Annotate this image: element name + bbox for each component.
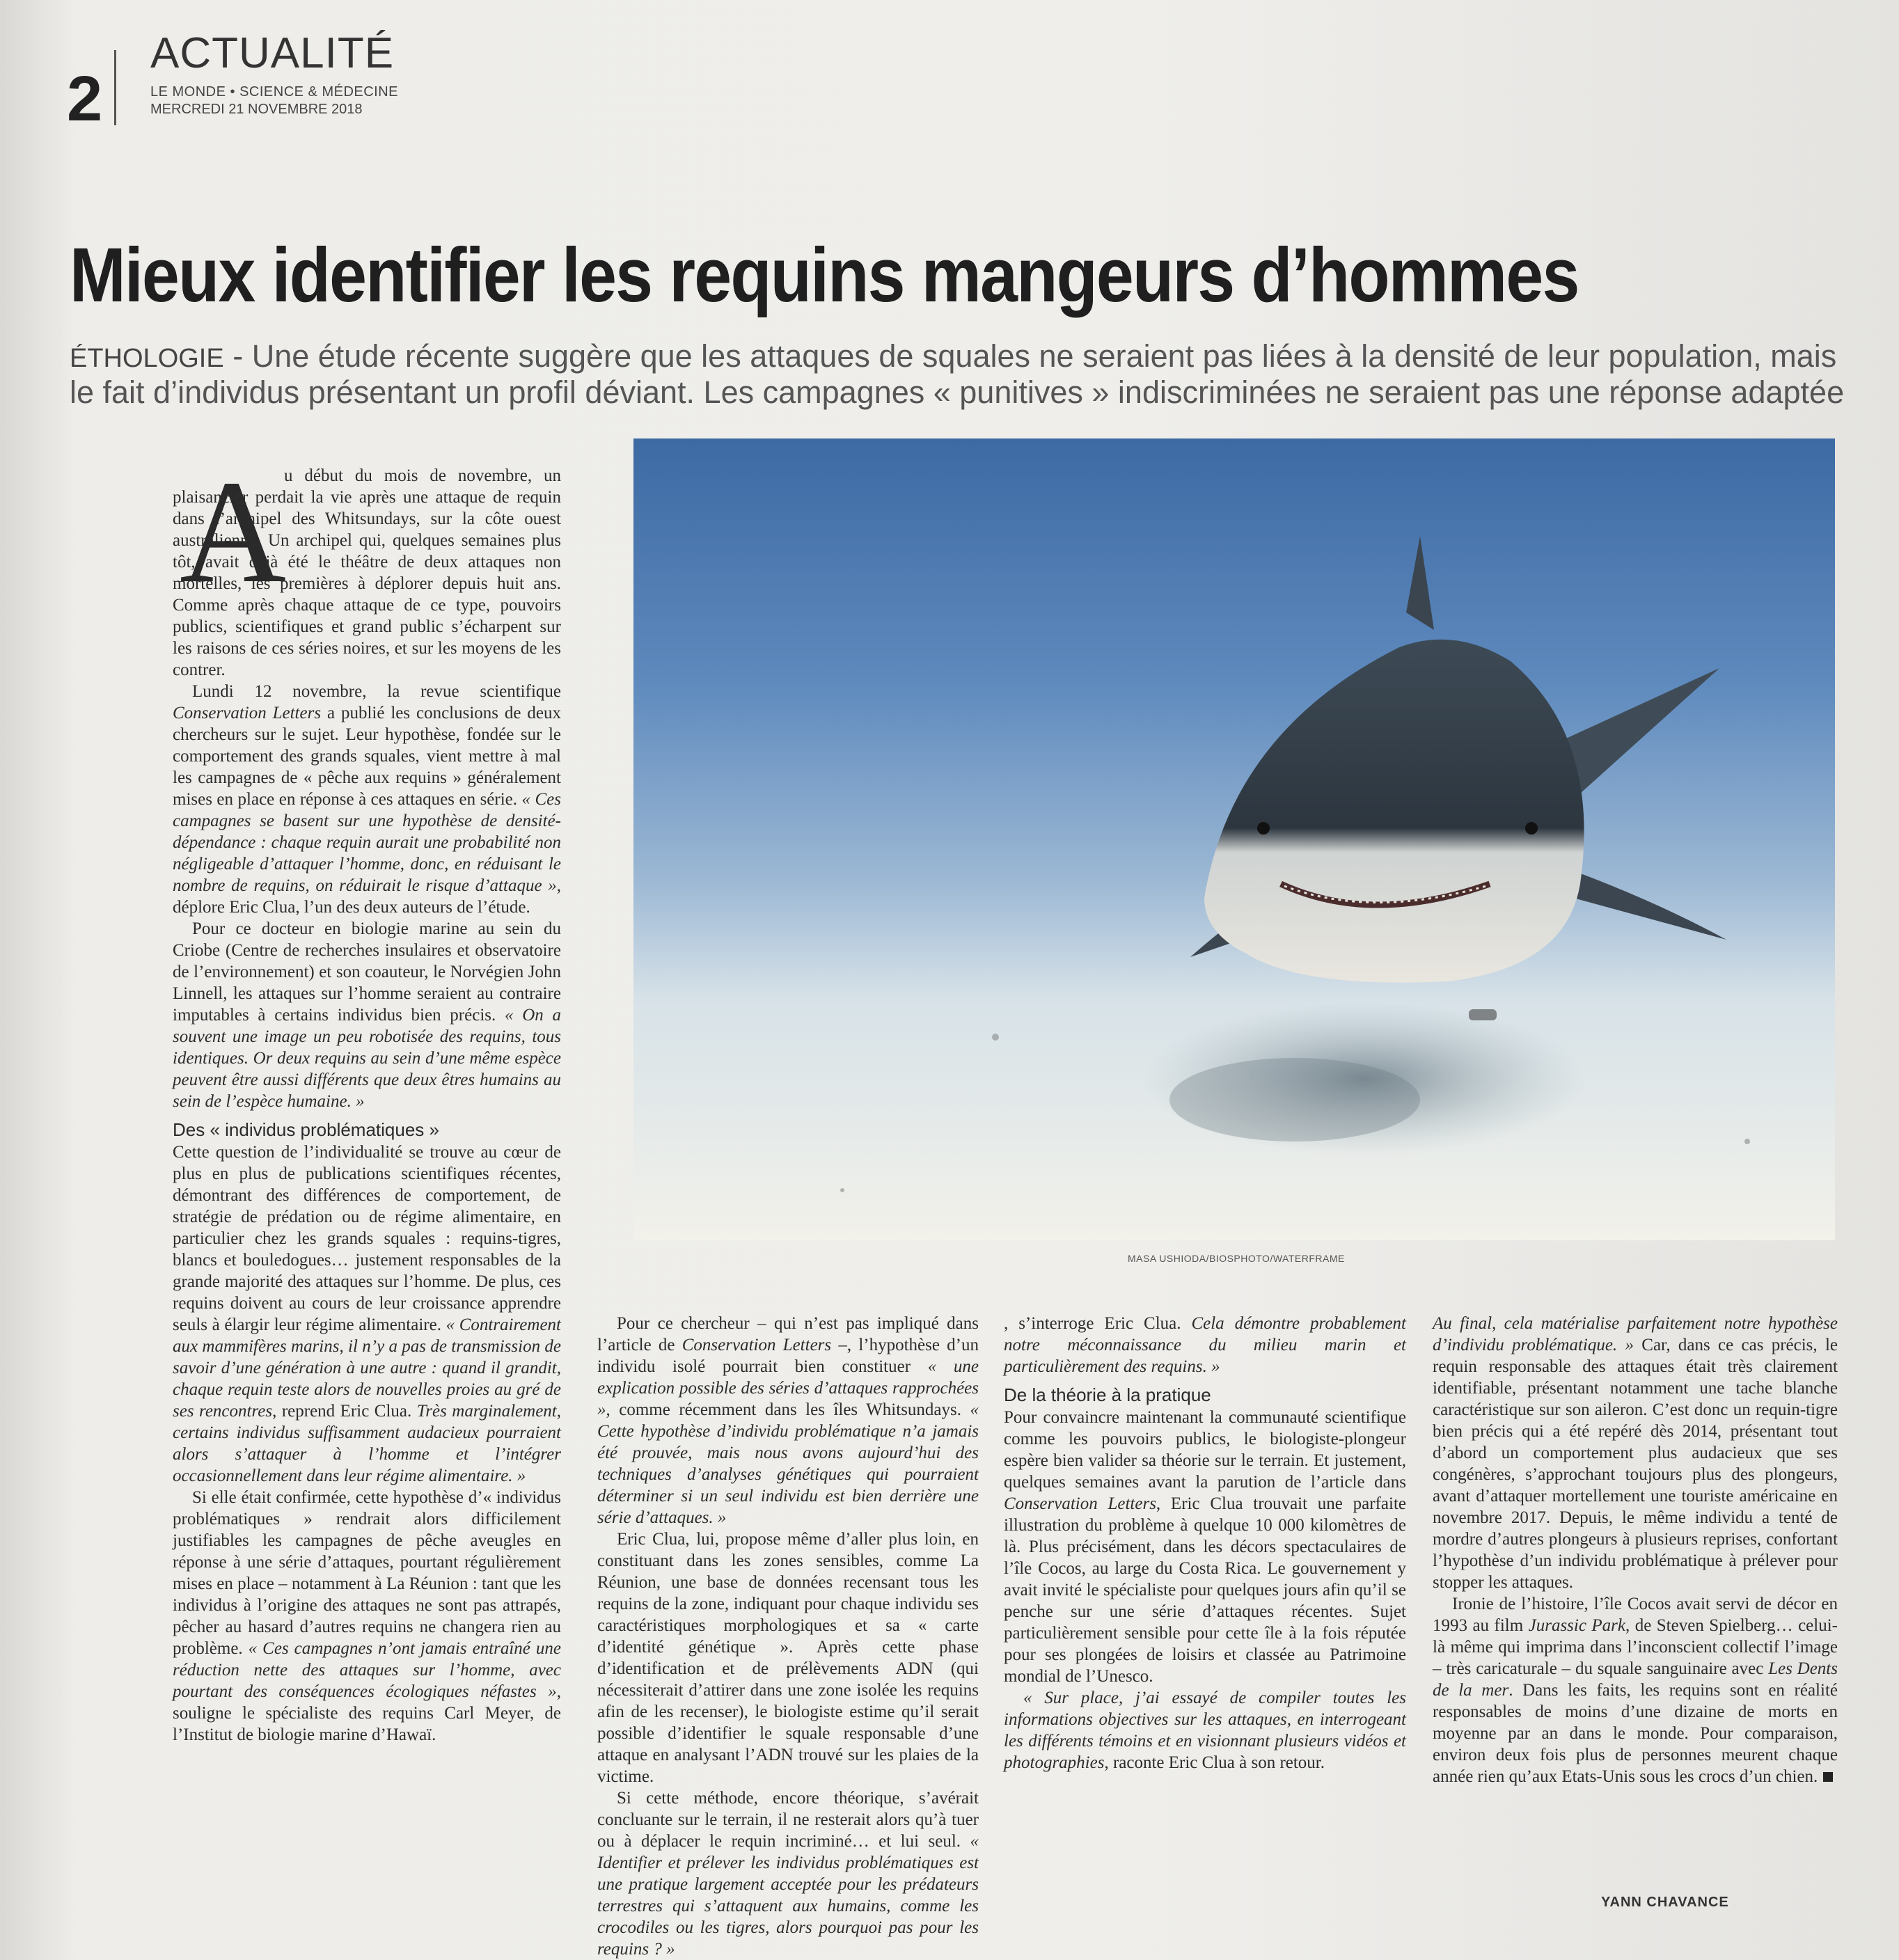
paragraph-2: Lundi 12 novembre, la revue scientifique Conservation Letters a publié les conclusions de deux chercheurs sur le sujet. Leur hypothèse, fondée sur le comportement des grands squales, vient mettre à mal les campagnes de « pêche aux requins » généralement mises en place en réponse à ces attaques en série. « Ces campagnes se basent sur une hypothèse de densité-dépendance : chaque requin aurait une probabilité non négligeable d’attaquer l’homme, donc, en réduisant le nombre de requins, on réduirait le risque d’attaque », déplore Eric Clua, l’un des deux auteurs de l’étude.: [173, 682, 561, 917]
end-mark: [1823, 1772, 1833, 1782]
paragraph-3: Pour ce docteur en biologie marine au sein du Criobe (Centre de recherches insulaires et observatoire de l’environnement) et son coauteur, le Norvégien John Linnell, les attaques sur l’homme seraient au contraire imputables à certains individus bien précis. « On a souvent une image un peu robotisée des requins, tous identiques. Or deux requins au sein d’une même espèce peuvent être aussi différents que deux êtres humains au sein de l’espèce humaine. »: [173, 919, 561, 1111]
subheading-1: Des « individus problématiques »: [173, 1119, 439, 1140]
paragraph-11: Ironie de l’histoire, l’île Cocos avait servi de décor en 1993 au film Jurassic Park, de Steven Spielberg… celui-là même qui imprima dans l’inconscient collectif l’image – très caricaturale – du squale sanguinaire avec Les Dents de la mer. Dans les faits, les requins sont en réalité responsables de moins d’une dizaine de morts en moyenne par an dans le monde. Pour comparaison, environ deux fois plus de personnes meurent chaque année rien qu’aux Etats-Unis sous les crocs d’un chien.: [1433, 1595, 1838, 1786]
paragraph-4: Cette question de l’individualité se trouve au cœur de plus en plus de publications scientifiques récentes, démontrant des différences de comportement, de stratégie de prédation ou de régime alimentaire, en particulier chez les grands squales : requins-tigres, blancs et bouledogues… justement responsables de la grande majorité des attaques sur l’homme. De plus, ces requins doivent au cours de leur croissance apprendre seuls à élargir leur régime alimentaire. « Contrairement aux mammifères marins, il n’y a pas de transmission de savoir d’une génération à une autre : quand il grandit, chaque requin teste alors de nouvelles proies au gré de ses rencontres, reprend Eric Clua. Très marginalement, certains individus suffisamment audacieux pourraient alors s’attaquer à l’homme et l’intégrer occasionnellement dans leur régime alimentaire. »: [173, 1143, 561, 1485]
article-column-3: [1004, 1313, 1406, 1773]
article-title: Mieux identifier les requins mangeurs d’hommes: [70, 232, 1579, 318]
article-column-4: [1433, 1313, 1838, 1787]
paragraph-9: Pour convaincre maintenant la communauté scientifique comme les pouvoirs publics, le biologiste-plongeur espère bien valider sa théorie sur le terrain. Et justement, quelques semaines avant la parution de l’article dans Conservation Letters, Eric Clua trouvait une parfaite illustration du problème à quelque 10 000 kilomètres de là. Plus précisément, dans les décors spectaculaires de l’île Cocos, au large du Costa Rica. Le gouvernement y avait invité le spécialiste pour quelques jours afin qu’il se penche sur une série d’attaques récentes. Sujet particulièrement sensible pour cette île à la fois réputée pour ses plongées de loisirs et classée au Patrimoine mondial de l’Unesco.: [1004, 1408, 1406, 1686]
paragraph-5: Si elle était confirmée, cette hypothèse d’« individus problématiques » rendrait alors difficilement justifiables les campagnes de pêche aveugles en réponse à une série d’attaques, pourtant régulièrement mises en place – notamment à La Réunion : tant que les individus à l’origine des attaques ne sont pas attrapés, pêcher au hasard d’autres requins ne changera rien au problème. « Ces campagnes n’ont jamais entraîné une réduction nette des attaques sur l’homme, avec pourtant des conséquences écologiques néfastes », souligne le spécialiste des requins Carl Meyer, de l’Institut de biologie marine d’Hawaï.: [173, 1488, 561, 1744]
rubric-label: ÉTHOLOGIE: [70, 344, 224, 373]
standfirst-text: - Une étude récente suggère que les attaques de squales ne seraient pas liées à la densité de leur population, mais le fait d’individus présentant un profil déviant. Les campagnes « punitives » indiscriminées ne seraient pas une réponse adaptée: [70, 338, 1845, 410]
photo-credit: MASA USHIODA/BIOSPHOTO/WATERFRAME: [1128, 1253, 1345, 1264]
paragraph-8-cont: , s’interroge Eric Clua. Cela démontre probablement notre méconnaissance du milieu marin et particulièrement des requins. »: [1004, 1314, 1406, 1376]
paragraph-6: Pour ce chercheur – qui n’est pas impliqué dans l’article de Conservation Letters –, l’hypothèse d’un individu isolé pourrait bien constituer « une explication possible des séries d’attaques rapprochées », comme récemment dans les îles Whitsundays. « Cette hypothèse d’individu problématique n’a jamais été prouvée, mais nous avons aujourd’hui des techniques d’analyses génétiques qui pourraient déterminer si un seul individu est bien derrière une série d’attaques. »: [597, 1314, 979, 1527]
subheading-2: De la théorie à la pratique: [1004, 1384, 1211, 1405]
section-title: ACTUALITÉ: [150, 29, 395, 77]
header-divider: [114, 50, 116, 125]
article-standfirst: [70, 338, 1852, 411]
shark-photo: [633, 438, 1835, 1240]
paragraph-10-cont: Au final, cela matérialise parfaitement notre hypothèse d’individu problématique. » Car, dans ce cas précis, le requin responsable des attaques était très clairement identifiable, présentant notamment une tache blanche caractéristique sur son aileron. C’est donc un requin-tigre bien précis qui a été repéré dès 2014, présentant tout d’abord un comportement plus audacieux que ses congénères, s’approchant toujours plus des plongeurs, avant d’attaquer mortellement une touriste américaine en novembre 2017. Depuis, le même individu a tenté de mordre d’autres plongeurs à plusieurs reprises, confortant l’hypothèse d’un individu problématique à prélever pour stopper les attaques.: [1433, 1314, 1838, 1592]
page-number: 2: [67, 63, 103, 134]
issue-date: MERCREDI 21 NOVEMBRE 2018: [150, 102, 363, 117]
section-subtitle: LE MONDE • SCIENCE & MÉDECINE: [150, 84, 399, 100]
paragraph-10: « Sur place, j’ai essayé de compiler toutes les informations objectives sur les attaques, en interrogeant les différents témoins et en visionnant plusieurs vidéos et photographies, raconte Eric Clua à son retour.: [1004, 1689, 1406, 1772]
drop-cap: A: [180, 450, 287, 613]
paragraph-8: Si cette méthode, encore théorique, s’avérait concluante sur le terrain, il ne resterait alors qu’à tuer ou à déplacer le requin incriminé… et lui seul. « Identifier et prélever les individus problématiques est une pratique largement acceptée pour les prédateurs terrestres qui s’attaquent aux humains, comme les crocodiles ou les tigres, alors pourquoi pas pour les requins ? »: [597, 1789, 979, 1959]
paragraph-1: u début du mois de novembre, un plaisancier perdait la vie après une attaque de requin dans l’archipel des Whitsundays, sur la côte ouest australienne. Un archipel qui, quelques semaines plus tôt, avait déjà été le théâtre de deux attaques non mortelles, les premières à déplorer depuis huit ans. Comme après chaque attaque de ce type, pouvoirs publics, scientifiques et grand public s’écharpent sur les raisons de ces séries noires, et sur les moyens de les contrer.: [173, 466, 561, 679]
article-column-2: [597, 1313, 979, 1960]
article-column-1: [173, 465, 561, 1746]
author-byline: YANN CHAVANCE: [1601, 1895, 1729, 1910]
paragraph-7: Eric Clua, lui, propose même d’aller plus loin, en constituant dans les zones sensibles, comme La Réunion, une base de données recensant tous les requins de la zone, indiquant pour chaque individu ses caractéristiques morphologiques et sa « carte d’identité génétique ». Après cette phase d’identification et de prélèvements ADN (qui nécessiterait d’attirer dans une zone isolée les requins afin de les recenser), le biologiste estime qu’il serait possible d’identifier le squale responsable d’une attaque en analysant l’ADN trouvé sur les plaies de la victime.: [597, 1530, 979, 1786]
